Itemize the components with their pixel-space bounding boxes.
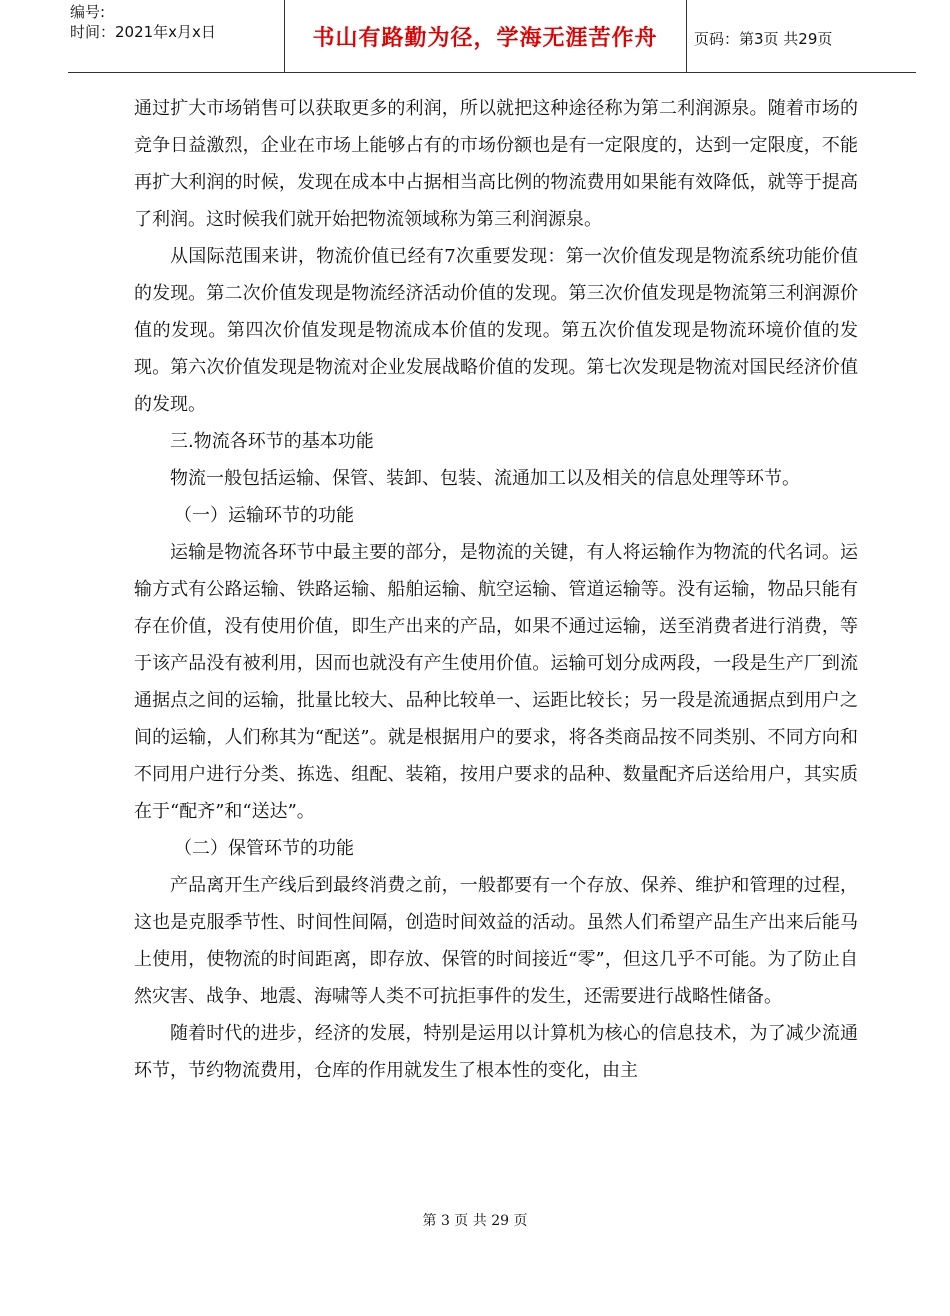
serial-label: 编号: — [70, 3, 106, 21]
header-rule — [68, 72, 916, 73]
paragraph-transport: 运输是物流各环节中最主要的部分，是物流的关键，有人将运输作为物流的代名词。运输方式有公路运输、铁路运输、船舶运输、航空运输、管道运输等。没有运输，物品只能有存在价值，没有使用价值，即生产出来的产品，如果不通过运输，送至消费者进行消费，等于该产品没有被利用，因而也就没有产生使用价值。运输可划分成两段，一段是生产厂到流通据点之间的运输，批量比较大、品种比较单一、运距比较长；另一段是流通据点到用户之间的运输，人们称其为“配送”。就是根据用户的要求，将各类商品按不同类别、不同方向和不同用户进行分类、拣选、组配、装箱，按用户要求的品种、数量配齐后送给用户，其实质在于“配齐”和“送达”。 — [134, 542, 858, 822]
header-divider-right — [686, 0, 687, 72]
header-meta — [70, 2, 282, 42]
section-heading-functions: 三.物流各环节的基本功能 — [170, 431, 374, 452]
subheading-storage: （二）保管环节的功能 — [174, 838, 354, 859]
header-motto: 书山有路勤为径，学海无涯苦作舟 — [312, 25, 658, 51]
paragraph-value-discoveries: 从国际范围来讲，物流价值已经有7次重要发现：第一次价值发现是物流系统功能价值的发现。第二次价值发现是物流经济活动价值的发现。第三次价值发现是物流第三利润源价值的发现。第四次价值发现是物流成本价值的发现。第五次价值发现是物流环境价值的发现。第六次价值发现是物流对企业发展战略价值的发现。第七次发现是物流对国民经济价值的发现。 — [134, 246, 858, 415]
document-body — [134, 90, 858, 1089]
paragraph-storage: 产品离开生产线后到最终消费之前，一般都要有一个存放、保养、维护和管理的过程，这也是克服季节性、时间性间隔，创造时间效益的活动。虽然人们希望产品生产出来后能马上使用，使物流的时间距离，即存放、保管的时间接近“零”，但这几乎不可能。为了防止自然灾害、战争、地震、海啸等人类不可抗拒事件的发生，还需要进行战略性储备。 — [134, 875, 858, 1007]
paragraph-warehouse-change: 随着时代的进步，经济的发展，特别是运用以计算机为核心的信息技术，为了减少流通环节，节约物流费用，仓库的作用就发生了根本性的变化，由主 — [134, 1023, 858, 1081]
time-line: 时间：2021年x月x日 — [70, 23, 216, 41]
paragraph-logistics-overview: 物流一般包括运输、保管、装卸、包装、流通加工以及相关的信息处理等环节。 — [170, 468, 800, 489]
paragraph-profit-sources: 通过扩大市场销售可以获取更多的利润，所以就把这种途径称为第二利润源泉。随着市场的竞争日益激烈，企业在市场上能够占有的市场份额也是有一定限度的，达到一定限度，不能再扩大利润的时候，发现在成本中占据相当高比例的物流费用如果能有效降低，就等于提高了利润。这时候我们就开始把物流领域称为第三利润源泉。 — [134, 98, 858, 230]
header-page-info: 页码：第3页 共29页 — [694, 30, 833, 48]
page-footer: 第 3 页 共 29 页 — [422, 1213, 528, 1229]
subheading-transport: （一）运输环节的功能 — [174, 505, 354, 526]
page-header — [0, 0, 950, 74]
